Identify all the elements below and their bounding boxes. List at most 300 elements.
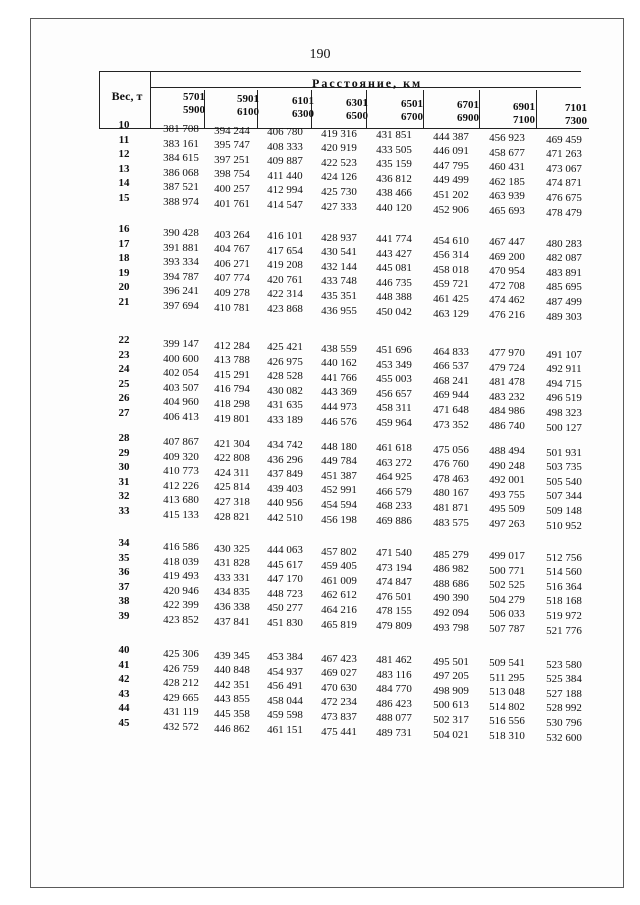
table-cell: 416 101 [267,230,303,242]
table-rule-vertical [479,90,480,128]
weight-value: 29 [118,446,130,459]
table-cell: 386 068 [163,166,199,179]
table-cell: 426 975 [267,355,303,368]
table-cell: 476 216 [489,309,525,321]
table-cell: 483 232 [489,390,525,403]
table-cell: 458 677 [489,146,525,159]
range-from: 6701 [457,99,479,111]
range-to: 6100 [237,106,259,118]
table-cell: 505 540 [546,475,582,488]
range-header [266,95,314,121]
table-cell: 433 748 [321,275,357,288]
table-cell: 458 044 [267,694,303,707]
table-cell: 430 325 [214,542,250,555]
weight-value: 43 [118,687,130,700]
table-cell: 436 955 [321,304,357,317]
table-cell: 438 466 [376,187,412,200]
table-cell: 400 600 [163,352,199,365]
table-cell: 453 384 [267,651,303,663]
table-cell: 521 776 [546,624,582,637]
table-cell: 511 295 [489,671,525,684]
table-cell: 446 576 [321,415,357,428]
range-from: 5901 [237,93,259,105]
table-rule-vertical [536,90,537,128]
table-cell: 440 162 [321,357,357,370]
table-cell: 453 349 [376,358,412,371]
table-cell: 459 964 [376,417,412,429]
range-header [211,93,259,119]
range-to: 6700 [401,111,423,123]
table-cell: 391 881 [163,241,199,254]
table-cell: 432 572 [163,721,199,733]
table-cell: 425 814 [214,481,250,494]
table-cell: 397 694 [163,300,199,312]
table-cell: 471 540 [376,547,412,559]
table-cell: 510 952 [546,519,582,532]
weight-value: 39 [118,610,130,622]
table-cell: 437 841 [214,615,250,628]
table-cell: 456 314 [433,249,469,262]
table-cell: 400 257 [214,182,250,195]
weight-column-header: Вес, т [111,89,143,103]
table-cell: 428 821 [214,510,250,523]
table-cell: 394 244 [214,124,250,137]
table-cell: 498 909 [433,684,469,697]
table-cell: 491 107 [546,348,582,361]
table-cell: 462 612 [321,589,357,602]
table-cell: 452 906 [433,203,469,216]
table-cell: 488 077 [376,712,412,725]
table-cell: 412 994 [267,184,303,197]
table-cell: 478 155 [376,605,412,618]
table-cell: 403 507 [163,381,199,394]
table-cell: 477 970 [489,347,525,359]
table-rule-vertical [423,90,424,128]
weight-value: 38 [118,595,130,608]
weight-value: 20 [118,281,130,294]
table-cell: 435 351 [321,289,357,302]
table-cell: 490 390 [433,592,469,605]
table-cell: 420 919 [321,142,357,155]
range-to: 7300 [565,115,587,127]
table-cell: 499 017 [489,550,525,562]
table-cell: 486 423 [376,697,412,710]
table-cell: 474 871 [546,177,582,190]
weight-value: 30 [118,461,130,474]
table-cell: 469 200 [489,250,525,263]
range-header [320,97,368,123]
range-header [539,102,587,128]
table-cell: 469 944 [433,389,469,402]
table-cell: 410 781 [214,301,250,314]
table-cell: 481 478 [489,376,525,389]
table-cell: 507 787 [489,623,525,635]
table-cell: 473 837 [321,710,357,723]
range-to: 6500 [346,110,368,122]
table-cell: 487 499 [546,295,582,308]
table-cell: 464 925 [376,471,412,484]
table-cell: 442 510 [267,512,303,524]
table-cell: 506 033 [489,608,525,621]
range-to: 7100 [513,114,535,126]
table-cell: 502 317 [433,713,469,726]
table-cell: 448 723 [267,587,303,600]
table-cell: 444 973 [321,400,357,413]
table-cell: 419 208 [267,259,303,272]
table-cell: 475 441 [321,725,357,738]
table-cell: 527 188 [546,687,582,700]
table-cell: 407 774 [214,272,250,285]
table-cell: 421 304 [214,437,250,450]
table-cell: 435 159 [376,158,412,171]
table-cell: 436 338 [214,600,250,613]
table-cell: 476 760 [433,458,469,471]
table-cell: 440 120 [376,202,412,214]
table-cell: 456 657 [376,387,412,400]
table-cell: 516 556 [489,715,525,728]
table-cell: 454 937 [267,665,303,678]
table-cell: 514 560 [546,566,582,579]
table-cell: 454 610 [433,234,469,247]
table-cell: 427 333 [321,200,357,213]
table-cell: 485 279 [433,548,469,561]
table-cell: 504 279 [489,593,525,606]
table-cell: 474 462 [489,294,525,307]
table-cell: 451 830 [267,617,303,629]
weight-value: 18 [118,252,130,265]
table-cell: 404 960 [163,396,199,409]
range-from: 6101 [292,95,314,107]
table-cell: 500 613 [433,699,469,712]
table-cell: 514 802 [489,700,525,713]
table-cell: 409 320 [163,450,199,463]
table-cell: 498 323 [546,406,582,419]
table-cell: 458 018 [433,263,469,276]
table-cell: 448 180 [321,440,357,453]
table-cell: 456 198 [321,513,357,526]
table-cell: 417 654 [267,244,303,257]
table-cell: 492 001 [489,474,525,487]
table-cell: 465 819 [321,618,357,631]
weight-value: 32 [118,490,130,503]
table-cell: 443 369 [321,386,357,399]
table-cell: 456 491 [267,680,303,693]
table-cell: 431 828 [214,557,250,570]
table-cell: 457 802 [321,545,357,558]
range-from: 6301 [346,97,368,109]
table-cell: 463 272 [376,456,412,469]
table-cell: 406 271 [214,257,250,270]
table-cell: 428 937 [321,231,357,244]
table-cell: 436 296 [267,453,303,466]
table-cell: 406 780 [267,126,303,138]
table-cell: 497 205 [433,670,469,683]
table-cell: 406 413 [163,411,199,423]
table-cell: 443 855 [214,693,250,706]
table-cell: 500 127 [546,421,582,434]
table-cell: 415 133 [163,509,199,521]
table-cell: 467 447 [489,236,525,248]
table-cell: 528 992 [546,702,582,715]
table-cell: 486 740 [489,420,525,432]
table-cell: 493 755 [489,488,525,501]
table-cell: 478 463 [433,472,469,485]
table-cell: 473 067 [546,162,582,175]
table-cell: 423 868 [267,303,303,315]
weight-value: 22 [118,334,130,346]
table-cell: 396 241 [163,285,199,298]
table-cell: 410 773 [163,465,199,478]
weight-value: 42 [118,673,130,686]
table-cell: 461 618 [376,442,412,454]
table-cell: 483 891 [546,266,582,279]
table-cell: 464 216 [321,603,357,616]
table-cell: 463 129 [433,307,469,320]
weight-value: 21 [118,296,130,308]
weight-value: 23 [118,348,130,361]
table-cell: 473 194 [376,561,412,574]
table-cell: 463 939 [489,190,525,203]
weight-value: 40 [118,644,130,656]
table-cell: 449 784 [321,455,357,468]
table-cell: 504 021 [433,728,469,741]
table-cell: 408 333 [267,140,303,153]
table-cell: 459 721 [433,278,469,291]
table-cell: 530 796 [546,716,582,729]
table-cell: 525 384 [546,673,582,686]
table-cell: 462 185 [489,175,525,188]
table-cell: 509 541 [489,657,525,669]
table-cell: 388 974 [163,196,199,208]
table-cell: 436 812 [376,172,412,185]
table-cell: 518 310 [489,730,525,742]
table-cell: 450 042 [376,306,412,318]
table-cell: 422 399 [163,599,199,612]
weight-value: 26 [118,392,130,405]
table-cell: 459 598 [267,709,303,722]
table-cell: 387 521 [163,181,199,194]
range-to: 6900 [457,112,479,124]
weight-value: 27 [118,407,130,419]
weight-value: 33 [118,505,130,517]
table-cell: 425 306 [163,648,199,660]
table-cell: 461 009 [321,574,357,587]
weight-value: 34 [118,537,130,549]
table-cell: 451 696 [376,344,412,356]
weight-value: 37 [118,580,130,593]
table-cell: 420 761 [267,273,303,286]
table-cell: 445 081 [376,262,412,275]
table-cell: 507 344 [546,490,582,503]
table-cell: 394 787 [163,270,199,283]
table-cell: 486 982 [433,563,469,576]
table-cell: 422 808 [214,452,250,465]
table-rule-vertical [99,71,100,129]
range-header [431,99,479,125]
table-cell: 476 501 [376,590,412,603]
table-cell: 471 648 [433,403,469,416]
table-cell: 466 579 [376,485,412,498]
table-cell: 479 809 [376,620,412,632]
weight-value: 16 [118,223,130,235]
weight-value: 17 [118,237,130,250]
table-cell: 412 284 [214,339,250,352]
table-cell: 459 405 [321,560,357,573]
table-cell: 383 161 [163,137,199,150]
table-cell: 469 027 [321,667,357,680]
table-cell: 407 867 [163,436,199,448]
table-cell: 404 767 [214,243,250,256]
table-cell: 509 148 [546,504,582,517]
weight-value: 11 [118,133,130,146]
table-cell: 426 759 [163,662,199,675]
weight-value: 28 [118,432,130,444]
table-cell: 399 147 [163,338,199,350]
table-cell: 427 318 [214,495,250,508]
table-cell: 472 708 [489,279,525,292]
weight-value: 25 [118,377,130,390]
table-cell: 451 387 [321,469,357,482]
table-cell: 461 425 [433,292,469,305]
table-cell: 493 798 [433,621,469,634]
table-cell: 470 630 [321,681,357,694]
table-cell: 441 766 [321,371,357,384]
table-cell: 497 263 [489,518,525,530]
table-cell: 481 871 [433,501,469,514]
table-cell: 431 851 [376,129,412,141]
table-cell: 431 119 [163,706,199,719]
table-cell: 478 479 [546,206,582,219]
table-cell: 416 586 [163,541,199,553]
table-cell: 452 991 [321,484,357,497]
table-cell: 424 311 [214,466,250,479]
table-cell: 519 972 [546,609,582,622]
table-cell: 438 559 [321,342,357,355]
table-cell: 481 462 [376,654,412,666]
table-cell: 390 428 [163,227,199,239]
table-cell: 483 575 [433,516,469,529]
table-cell: 434 835 [214,586,250,599]
table-cell: 483 116 [376,668,412,681]
table-cell: 461 151 [267,724,303,736]
table-cell: 393 334 [163,256,199,269]
table-cell: 484 770 [376,683,412,696]
weight-value: 24 [118,363,130,376]
weight-value: 14 [118,177,130,190]
table-cell: 482 087 [546,252,582,265]
table-cell: 489 731 [376,727,412,739]
range-from: 6901 [513,101,535,113]
table-cell: 475 056 [433,443,469,456]
table-cell: 429 665 [163,691,199,704]
table-cell: 384 615 [163,152,199,165]
table-cell: 419 316 [321,127,357,140]
weight-value: 41 [118,658,130,671]
table-cell: 447 170 [267,573,303,586]
table-cell: 502 525 [489,579,525,592]
table-cell: 433 505 [376,143,412,156]
table-cell: 413 788 [214,354,250,367]
table-cell: 495 509 [489,503,525,516]
table-cell: 500 771 [489,564,525,577]
table-cell: 439 403 [267,482,303,495]
table-cell: 443 427 [376,247,412,260]
table-cell: 496 519 [546,392,582,405]
table-cell: 428 212 [163,677,199,690]
range-header [157,91,205,117]
table-cell: 485 695 [546,281,582,294]
weight-value: 35 [118,551,130,564]
range-from: 5701 [183,91,205,103]
table-cell: 466 537 [433,360,469,373]
table-cell: 492 094 [433,606,469,619]
table-cell: 409 278 [214,286,250,299]
table-cell: 489 303 [546,310,582,323]
table-cell: 451 202 [433,188,469,201]
table-cell: 460 431 [489,161,525,174]
table-cell: 495 501 [433,655,469,668]
page-number: 190 [309,47,331,62]
table-cell: 420 946 [163,584,199,597]
table-cell: 402 054 [163,367,199,380]
range-from: 6501 [401,98,423,110]
table-cell: 433 331 [214,571,250,584]
table-cell: 490 248 [489,459,525,472]
table-cell: 446 735 [376,276,412,289]
table-cell: 418 298 [214,397,250,410]
table-cell: 419 493 [163,570,199,583]
table-cell: 437 849 [267,468,303,481]
range-from: 7101 [565,102,587,114]
table-cell: 468 233 [376,500,412,513]
table-cell: 469 459 [546,133,582,146]
table-cell: 440 956 [267,497,303,510]
table-cell: 398 754 [214,168,250,181]
table-cell: 474 847 [376,576,412,589]
weight-value: 15 [118,192,130,204]
range-to: 6300 [292,108,314,120]
table-cell: 465 693 [489,205,525,217]
table-cell: 532 600 [546,731,582,744]
table-cell: 503 735 [546,461,582,474]
weight-value: 36 [118,566,130,579]
table-cell: 516 364 [546,580,582,593]
table-cell: 454 594 [321,498,357,511]
table-cell: 430 082 [267,384,303,397]
table-cell: 442 351 [214,678,250,691]
table-cell: 441 774 [376,233,412,245]
table-cell: 476 675 [546,191,582,204]
table-cell: 492 911 [546,363,582,376]
table-cell: 472 234 [321,696,357,709]
table-cell: 488 686 [433,577,469,590]
table-cell: 418 039 [163,555,199,568]
table-cell: 480 167 [433,487,469,500]
weight-value: 31 [118,475,130,488]
table-cell: 456 923 [489,132,525,144]
table-cell: 501 931 [546,446,582,459]
table-cell: 425 421 [267,341,303,353]
weight-value: 19 [118,266,130,279]
table-cell: 431 635 [267,399,303,412]
table-cell: 419 801 [214,412,250,425]
table-cell: 422 523 [321,156,357,169]
weight-value: 13 [118,162,130,175]
table-cell: 411 440 [267,169,303,182]
table-cell: 416 794 [214,383,250,396]
table-cell: 397 251 [214,153,250,166]
table-cell: 445 358 [214,707,250,720]
